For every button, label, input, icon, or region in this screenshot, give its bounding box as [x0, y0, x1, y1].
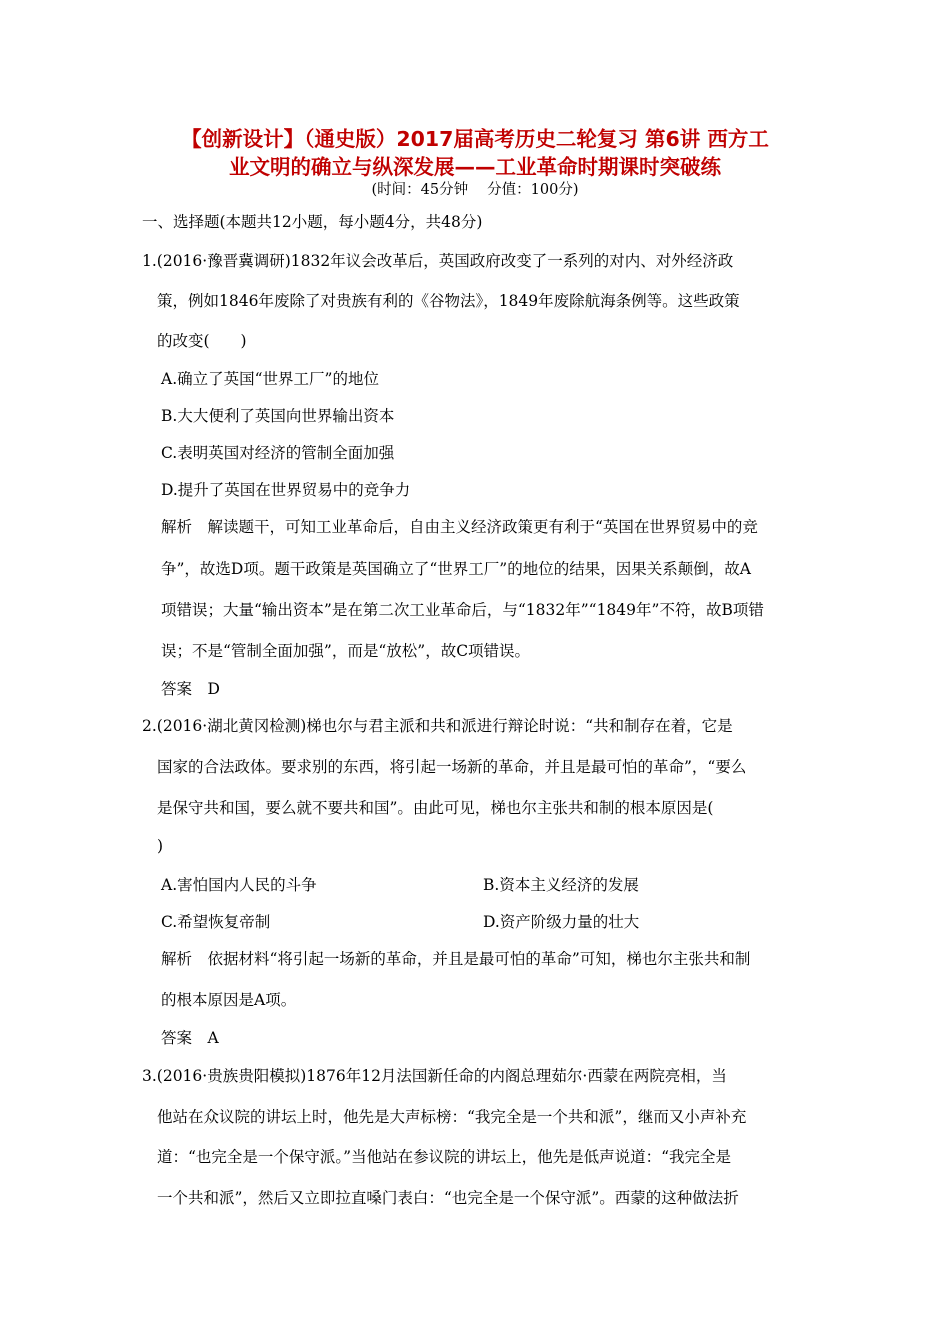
- q1-option-c: C.表明英国对经济的管制全面加强: [161, 444, 395, 462]
- q2-stem-line: ): [157, 837, 164, 855]
- q1-option-b: B.大大便利了英国向世界输出资本: [161, 407, 395, 425]
- q2-analysis-line: 解析 依据材料“将引起一场新的革命，并且是最可怕的革命”可知，梯也尔主张共和制: [161, 950, 751, 968]
- q1-stem-line: 1.(2016·豫晋冀调研)1832年议会改革后，英国政府改变了一系列的对内、对外经济政: [142, 252, 734, 270]
- q2-option-c: C.希望恢复帝制: [161, 913, 271, 931]
- q1-answer: 答案 D: [161, 680, 220, 698]
- q1-analysis-line: 误；不是“管制全面加强”，而是“放松”，故C项错误。: [161, 642, 531, 660]
- q3-stem-line: 他站在众议院的讲坛上时，他先是大声标榜：“我完全是一个共和派”，继而又小声补充: [157, 1108, 747, 1126]
- q3-stem-line: 3.(2016·贵族贵阳模拟)1876年12月法国新任命的内阁总理茹尔·西蒙在两院亮相，当: [142, 1067, 727, 1085]
- q1-analysis-line: 项错误；大量“输出资本”是在第二次工业革命后，与“1832年”“1849年”不符，故B项错: [161, 601, 764, 619]
- q2-stem-line: 2.(2016·湖北黄冈检测)梯也尔与君主派和共和派进行辩论时说：“共和制存在着，它是: [142, 717, 733, 735]
- document-subtitle: (时间：45分钟 分值：100分): [371, 182, 579, 198]
- q2-option-b: B.资本主义经济的发展: [483, 876, 639, 894]
- q2-option-a: A.害怕国内人民的斗争: [161, 876, 317, 894]
- q1-stem-line: 策，例如1846年废除了对贵族有利的《谷物法》，1849年废除航海条例等。这些政策: [157, 292, 740, 310]
- q2-stem-line: 是保守共和国，要么就不要共和国”。由此可见，梯也尔主张共和制的根本原因是(: [157, 799, 714, 817]
- section-heading: 一、选择题(本题共12小题，每小题4分，共48分): [142, 213, 483, 231]
- document-title-line-1: 【创新设计】（通史版）2017届高考历史二轮复习 第6讲 西方工: [181, 127, 769, 151]
- q2-analysis-line: 的根本原因是A项。: [161, 991, 297, 1009]
- q1-analysis-line: 解析 解读题干，可知工业革命后，自由主义经济政策更有利于“英国在世界贸易中的竞: [161, 518, 758, 536]
- q2-answer: 答案 A: [161, 1029, 219, 1047]
- document-title-line-2: 业文明的确立与纵深发展——工业革命时期课时突破练: [229, 155, 721, 179]
- q1-stem-line: 的改变( ): [157, 332, 247, 350]
- q1-option-a: A.确立了英国“世界工厂”的地位: [161, 370, 379, 388]
- q3-stem-line: 一个共和派”，然后又立即拉直嗓门表白：“也完全是一个保守派”。西蒙的这种做法折: [157, 1189, 739, 1207]
- q1-option-d: D.提升了英国在世界贸易中的竞争力: [161, 481, 411, 499]
- q1-analysis-line: 争”，故选D项。题干政策是英国确立了“世界工厂”的地位的结果，因果关系颠倒，故A: [161, 560, 751, 578]
- q2-option-d: D.资产阶级力量的壮大: [483, 913, 640, 931]
- q3-stem-line: 道：“也完全是一个保守派。”当他站在参议院的讲坛上，他先是低声说道：“我完全是: [157, 1148, 732, 1166]
- q2-stem-line: 国家的合法政体。要求别的东西，将引起一场新的革命，并且是最可怕的革命”，“要么: [157, 758, 747, 776]
